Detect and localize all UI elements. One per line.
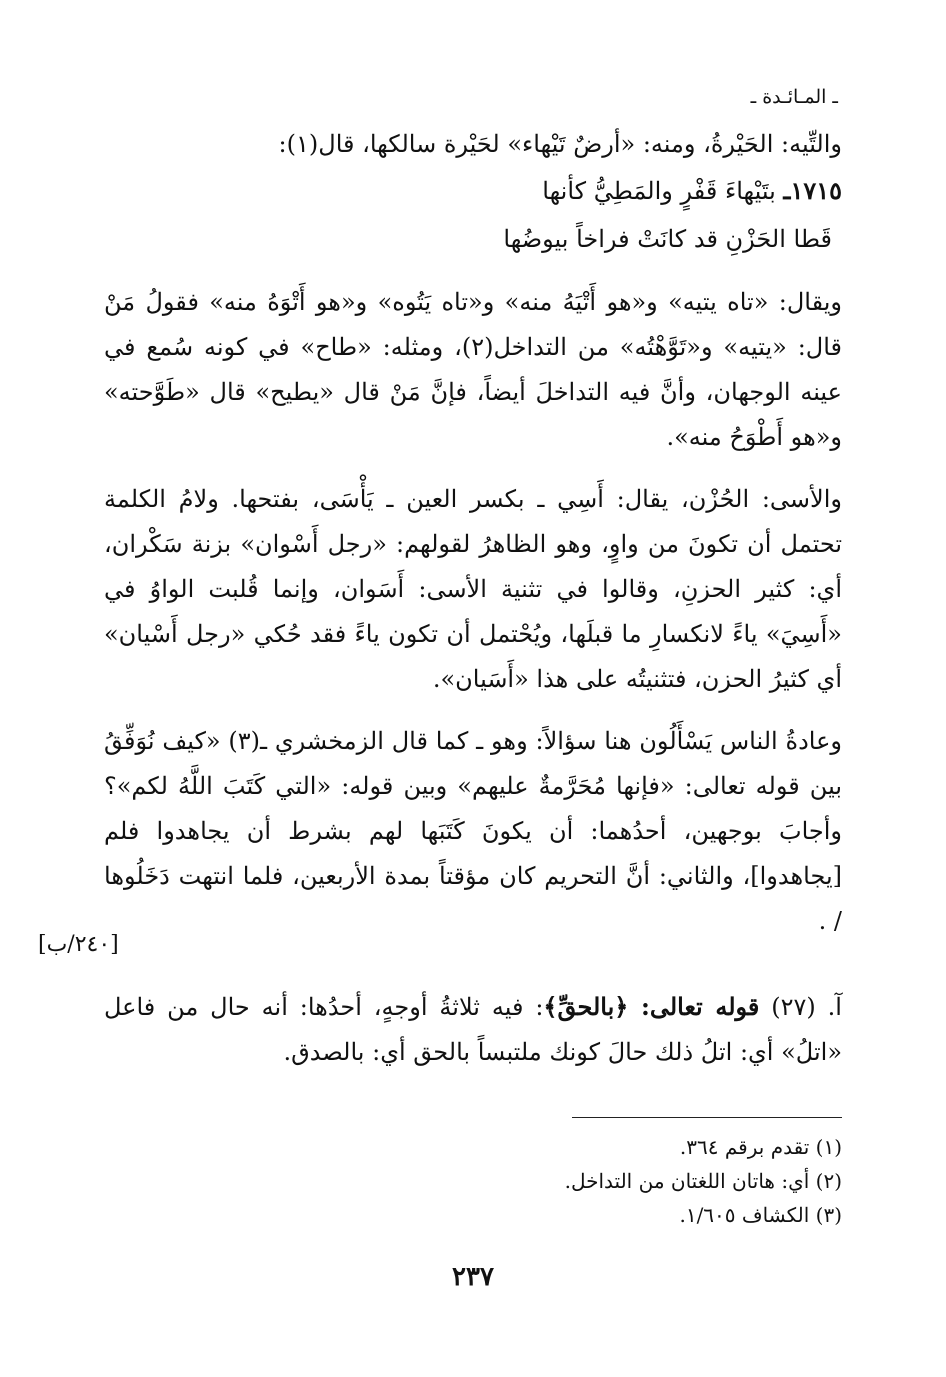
paragraph-tih: والتِّيه: الحَيْرةُ، ومنه: «أرضٌ تَيْهاء» لحَيْرة سالكها، قال(١): [278, 130, 842, 158]
page-number: ٢٣٧ [452, 1262, 494, 1292]
verse-number: ١٧١٥ـ [783, 176, 842, 205]
footnotes [104, 1130, 842, 1232]
verse-hemistich-2: قَطا الحَزْنِ قد كانَتْ فراخاً بيوضُها [503, 225, 832, 253]
poetry-verse [104, 167, 842, 263]
manuscript-folio-ref: [٢٤٠/ب] [38, 932, 119, 957]
verse-hemistich-1: بتَيْهاءَ قَفْرٍ والمَطِيُّ كأنها [542, 177, 776, 205]
footnote-3: (٣) الكشاف ١/٦٠٥. [679, 1203, 842, 1227]
footnote-1: (١) تقدم برقم ٣٦٤. [679, 1135, 842, 1159]
paragraph-question: وعادةُ الناس يَسْأَلُون هنا سؤالاً: وهو ـ كما قال الزمخشري ـ(٣) «كيف نُوَفِّقُ بين قوله تعالى: «فإنها مُحَرَّمةٌ عليهم» وبين قوله: «التي كَتَبَ اللَّهُ لكم»؟ وأجابَ بوجهين، أحدُهما: أن يكونَ كَتَبَها لهم بشرط أن يجاهدوا فلم [يجاهدوا]، والثاني: أنَّ التحريم كان مؤقتاً بمدة الأربعين، فلما انتهت دَخَلُوها / . [104, 727, 842, 935]
verse-first-hemistich [104, 167, 842, 215]
paragraph-asa: والأسى: الحُزْن، يقال: أَسِي ـ بكسر العين ـ يَأْسَى، بفتحها. ولامُ الكلمة تحتمل أن تكونَ من واوٍ، وهو الظاهرُ لقولهم: «رجل أَسْوان» بزنة سَكْران، أي: كثير الحزنِ، وقالوا في تثنية الأسى: أَسَوان، وإنما قُلبت الواوُ في «أَسِيَ» ياءً لانكسارِ ما قبلَها، ويُحْتمل أن تكون ياءً فقد حُكي «رجل أَسْيان» أي كثيرُ الحزن، فتثنيتُه على هذا «أَسَيان». [104, 485, 842, 693]
running-head: ـ المـائـدة ـ [750, 86, 838, 108]
footnote-2: (٢) أي: هاتان اللغتان من التداخل. [564, 1169, 842, 1193]
footnote-separator [572, 1117, 842, 1118]
main-text [104, 122, 842, 1075]
verse-reference: آ. (٢٧) [771, 993, 842, 1021]
verse-27-text: : فيه ثلاثةُ أوجهٍ، أحدُها: أنه حال من فاعل «اتلُ» أي: اتلُ ذلك حالَ كونك ملتبساً بالحق أي: بالصدق. [104, 993, 842, 1066]
quran-heading: قوله تعالى: ﴿بالحقِّ﴾ [543, 992, 760, 1021]
paragraph-verse-27 [104, 984, 842, 1075]
paragraph-taha: ويقال: «تاه يتيه» و«هو أَتْيَهُ منه» و«تاه يَتُوه» و«هو أَتْوَهُ منه» فقولُ مَنْ قال: «يتيه» و«تَوَّهْتُه» من التداخل(٢)، ومثله: «طاح» في كونه سُمع في عينه الوجهان، وأنَّ فيه التداخلَ أيضاً، فإنَّ مَنْ قال «يطيح» قال «طَوَّحته» و«هو أَطْوَحُ منه». [104, 288, 842, 451]
